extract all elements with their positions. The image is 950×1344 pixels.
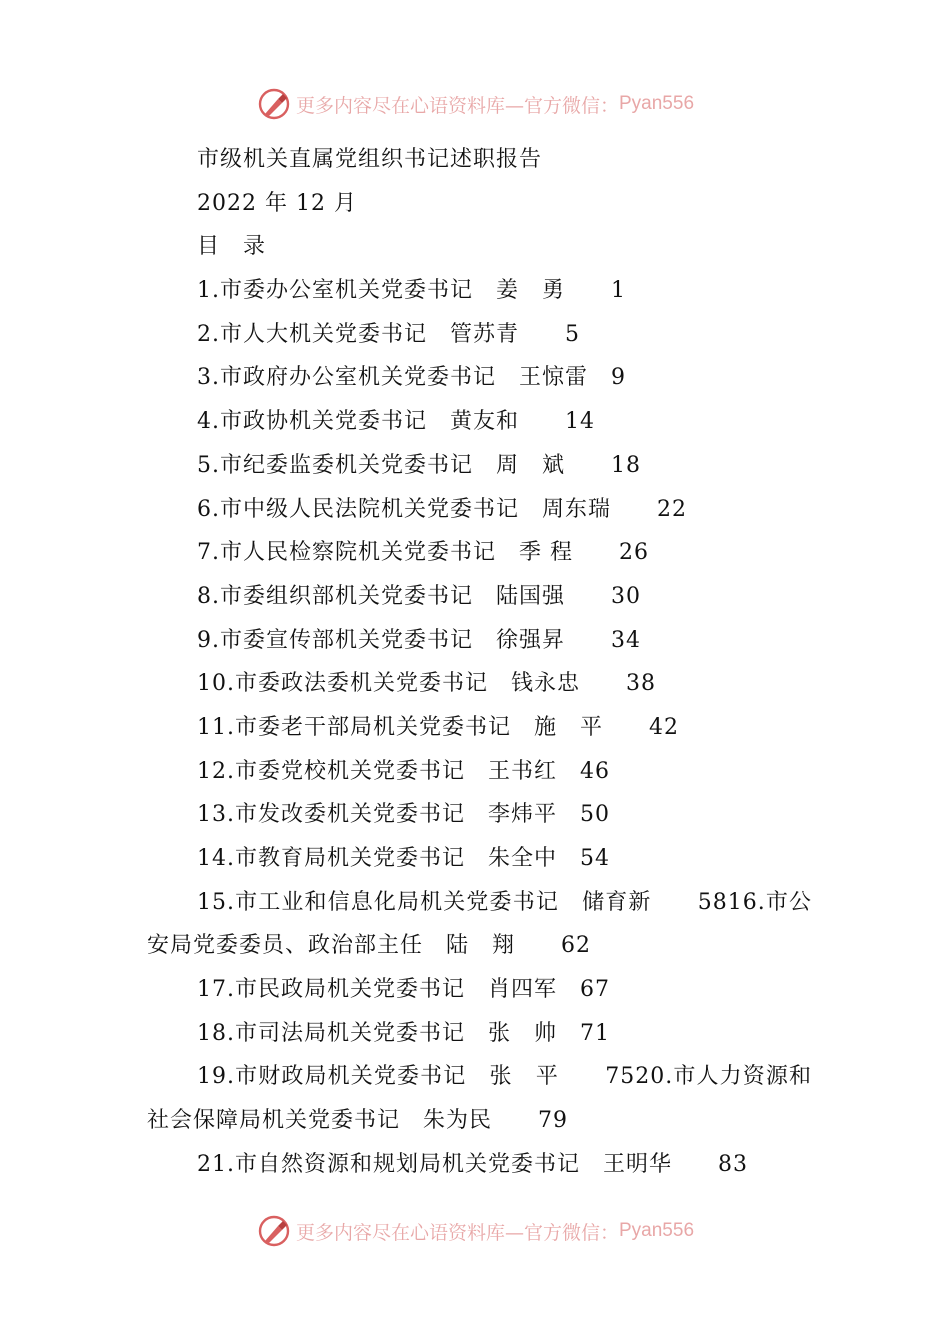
document-title: 市级机关直属党组织书记述职报告	[197, 147, 543, 172]
document-body	[147, 138, 812, 1187]
toc-entry: 10.市委政法委机关党委书记 钱永忠 38	[197, 671, 656, 697]
toc-entry: 3.市政府办公室机关党委书记 王惊雷 9	[197, 365, 626, 391]
watermark-id: Pyan556	[619, 93, 695, 114]
toc-entry: 5.市纪委监委机关党委书记 周 斌 18	[197, 452, 641, 478]
toc-entry: 8.市委组织部机关党委书记 陆国强 30	[197, 583, 641, 609]
toc-entry: 7.市人民检察院机关党委书记 季 程 26	[197, 540, 649, 566]
watermark-id: Pyan556	[619, 1220, 695, 1241]
toc-entry: 14.市教育局机关党委书记 朱全中 54	[197, 846, 610, 871]
toc-entry: 13.市发改委机关党委书记 李炜平 50	[197, 802, 610, 828]
pen-nib-logo-icon	[256, 1213, 292, 1249]
pen-nib-logo-icon	[256, 86, 292, 122]
toc-entry: 15.市工业和信息化局机关党委书记 储育新 5816.市公安局党委委员、政治部主任 陆 翔 62	[147, 889, 812, 959]
toc-entry: 17.市民政局机关党委书记 肖四军 67	[197, 977, 610, 1003]
toc-entry: 2.市人大机关党委书记 管苏青 5	[197, 321, 580, 347]
toc-entry: 9.市委宣传部机关党委书记 徐强昇 34	[197, 627, 641, 653]
toc-entry: 18.市司法局机关党委书记 张 帅 71	[197, 1020, 610, 1046]
toc-entry: 21.市自然资源和规划局机关党委书记 王明华 83	[197, 1151, 748, 1177]
document-date: 2022 年 12 月	[197, 190, 357, 216]
toc-entry: 12.市委党校机关党委书记 王书红 46	[197, 758, 610, 784]
toc-entry: 1.市委办公室机关党委书记 姜 勇 1	[197, 278, 626, 304]
toc-entry: 19.市财政局机关党委书记 张 平 7520.市人力资源和社会保障局机关党委书记 朱为民 79	[147, 1064, 812, 1134]
toc-entry: 11.市委老干部局机关党委书记 施 平 42	[197, 714, 679, 740]
footer-watermark	[0, 1211, 950, 1251]
watermark-text: 更多内容尽在心语资料库—官方微信：	[295, 94, 619, 117]
toc-entry: 6.市中级人民法院机关党委书记 周东瑞 22	[197, 496, 687, 522]
toc-entry: 4.市政协机关党委书记 黄友和 14	[197, 409, 595, 435]
watermark-text: 更多内容尽在心语资料库—官方微信：	[295, 1221, 619, 1244]
header-watermark	[0, 84, 950, 124]
toc-heading: 目 录	[197, 234, 267, 260]
